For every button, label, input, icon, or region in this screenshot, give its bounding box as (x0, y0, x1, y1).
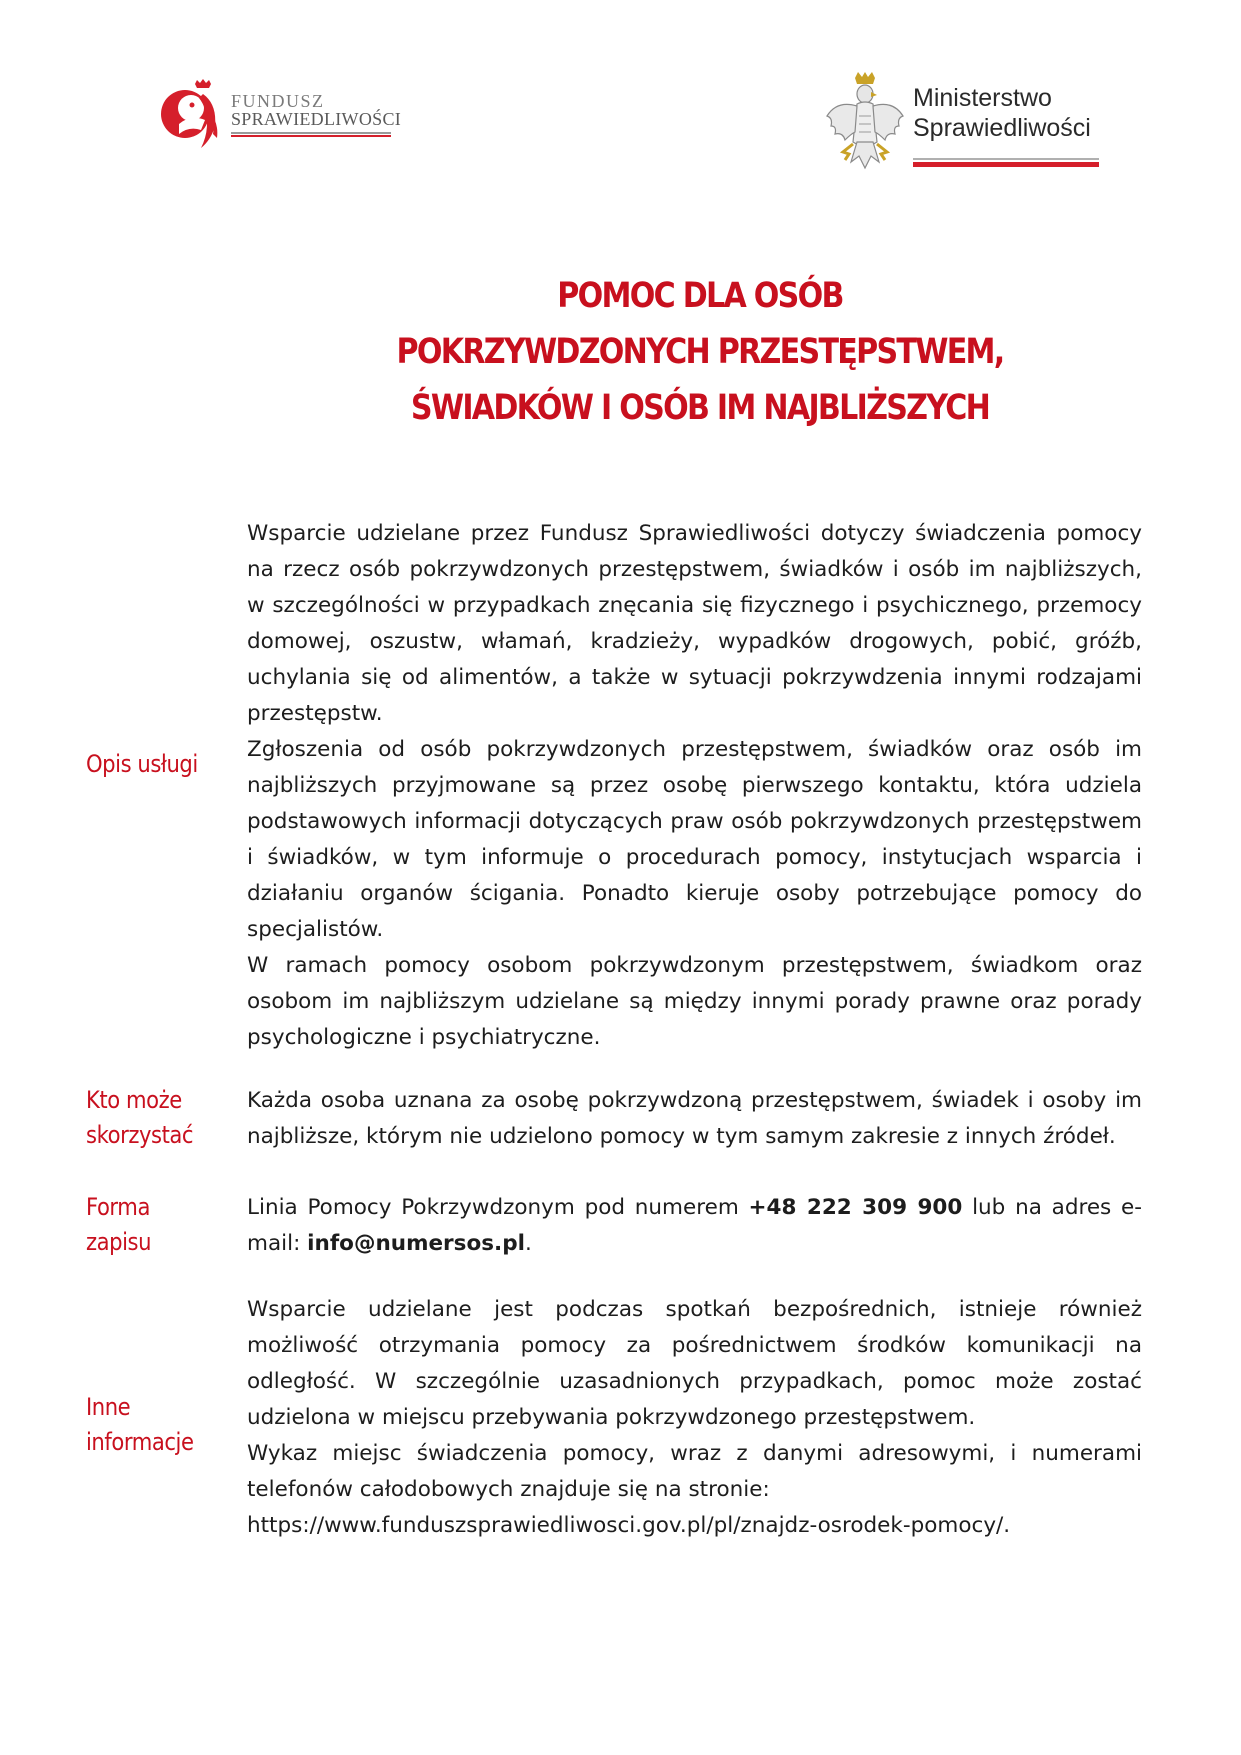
ministerstwo-logo-line2: Sprawiedliwości (913, 114, 1091, 142)
inne-paragraph-2: Wykaz miejsc świadczenia pomocy, wraz z danymi adresowymi, i numerami telefonów całodobowych znajduje się na stronie: (247, 1441, 1142, 1502)
fundusz-logo-line1: FUNDUSZ (231, 91, 325, 111)
opis-paragraph-2: Zgłoszenia od osób pokrzywdzonych przestępstwem, świadków oraz osób im najbliższych przyjmowane są przez osobę pierwszego kontaktu, która udziela podstawowych informacji dotyczących praw osób pokrzywdzonych przestępstwem i świadków, w tym informuje o procedurach pomocy, instytucjach wsparcia i działaniu organów ścigania. Ponadto kieruje osoby potrzebujące pomocy do specjalistów. (247, 737, 1142, 942)
inne-label-line1: Inne (86, 1393, 131, 1421)
forma-text (247, 1190, 1142, 1262)
section-label-opis: Opis usługi (86, 750, 198, 778)
title-line-2: POKRZYWDZONYCH PRZESTĘPSTWEM, (396, 332, 1004, 372)
helpline-email: info@numersos.pl (307, 1231, 525, 1256)
title-line-3: ŚWIADKÓW I OSÓB IM NAJBLIŻSZYCH (410, 388, 990, 428)
title-line-1: POMOC DLA OSÓB (557, 276, 843, 316)
fundusz-logo-red-rule (231, 135, 391, 137)
eagle-icon (157, 78, 227, 150)
helpline-phone-number: +48 222 309 900 (748, 1195, 963, 1220)
white-eagle-emblem-icon (823, 72, 907, 172)
ministerstwo-logo-red-bar (913, 162, 1099, 167)
forma-label-line2: zapisu (86, 1228, 152, 1256)
section-label-kto (86, 1083, 209, 1153)
inne-paragraph-1: Wsparcie udzielane jest podczas spotkań bezpośrednich, istnieje również możliwość otrzymania pomocy za pośrednictwem środków komunikacji na odległość. W szczególnie uzasadnionych przypadkach, pomoc może zostać udzielona w miejscu przebywania pokrzywdzonego przestępstwem. (247, 1297, 1142, 1430)
section-body-opis (247, 516, 1142, 1056)
section-body-inne (247, 1292, 1142, 1544)
forma-text-after: . (524, 1231, 532, 1256)
kto-text: Każda osoba uznana za osobę pokrzywdzoną przestępstwem, świadek i osoby im najbliższe, którym nie udzielono pomocy w tym samym zakresie z innych źródeł. (247, 1088, 1142, 1149)
forma-text-middle: lub na adres e-mail: (247, 1195, 1143, 1256)
forma-label-line1: Forma (86, 1193, 150, 1221)
ministerstwo-logo-line1: Ministerstwo (913, 84, 1052, 112)
fundusz-logo-line2: SPRAWIEDLIWOŚCI (231, 109, 402, 129)
fundusz-sprawiedliwosci-logo (157, 78, 417, 150)
inne-label-line2: informacje (86, 1428, 194, 1456)
section-body-forma (247, 1190, 1142, 1262)
section-label-forma (86, 1190, 209, 1260)
kto-label-line1: Kto może (86, 1086, 182, 1114)
section-body-kto (247, 1083, 1142, 1155)
ministerstwo-logo-grey-bar (913, 158, 1099, 160)
forma-text-before: Linia Pomocy Pokrzywdzonym pod numerem (247, 1195, 749, 1220)
page-title (356, 268, 1044, 436)
kto-label-line2: skorzystać (86, 1121, 194, 1149)
opis-paragraph-3: W ramach pomocy osobom pokrzywdzonym przestępstwem, świadkom oraz osobom im najbliższym udzielane są między innymi porady prawne oraz porady psychologiczne i psychiatryczne. (247, 953, 1142, 1050)
help-centers-url: https://www.funduszsprawiedliwosci.gov.pl/pl/znajdz-osrodek-pomocy/. (247, 1513, 1011, 1538)
ministerstwo-sprawiedliwosci-logo (823, 72, 1103, 172)
fundusz-logo-grey-rule (231, 132, 391, 134)
opis-paragraph-1: Wsparcie udzielane przez Fundusz Sprawiedliwości dotyczy świadczenia pomocy na rzecz osób pokrzywdzonych przestępstwem, świadków i osób im najbliższych, w szczególności w przypadkach znęcania się fizycznego i psychicznego, przemocy domowej, oszustw, włamań, kradzieży, wypadków drogowych, pobić, gróźb, uchylania się od alimentów, a także w sytuacji pokrzywdzenia innymi rodzajami przestępstw. (247, 521, 1142, 726)
section-label-inne (86, 1390, 209, 1460)
